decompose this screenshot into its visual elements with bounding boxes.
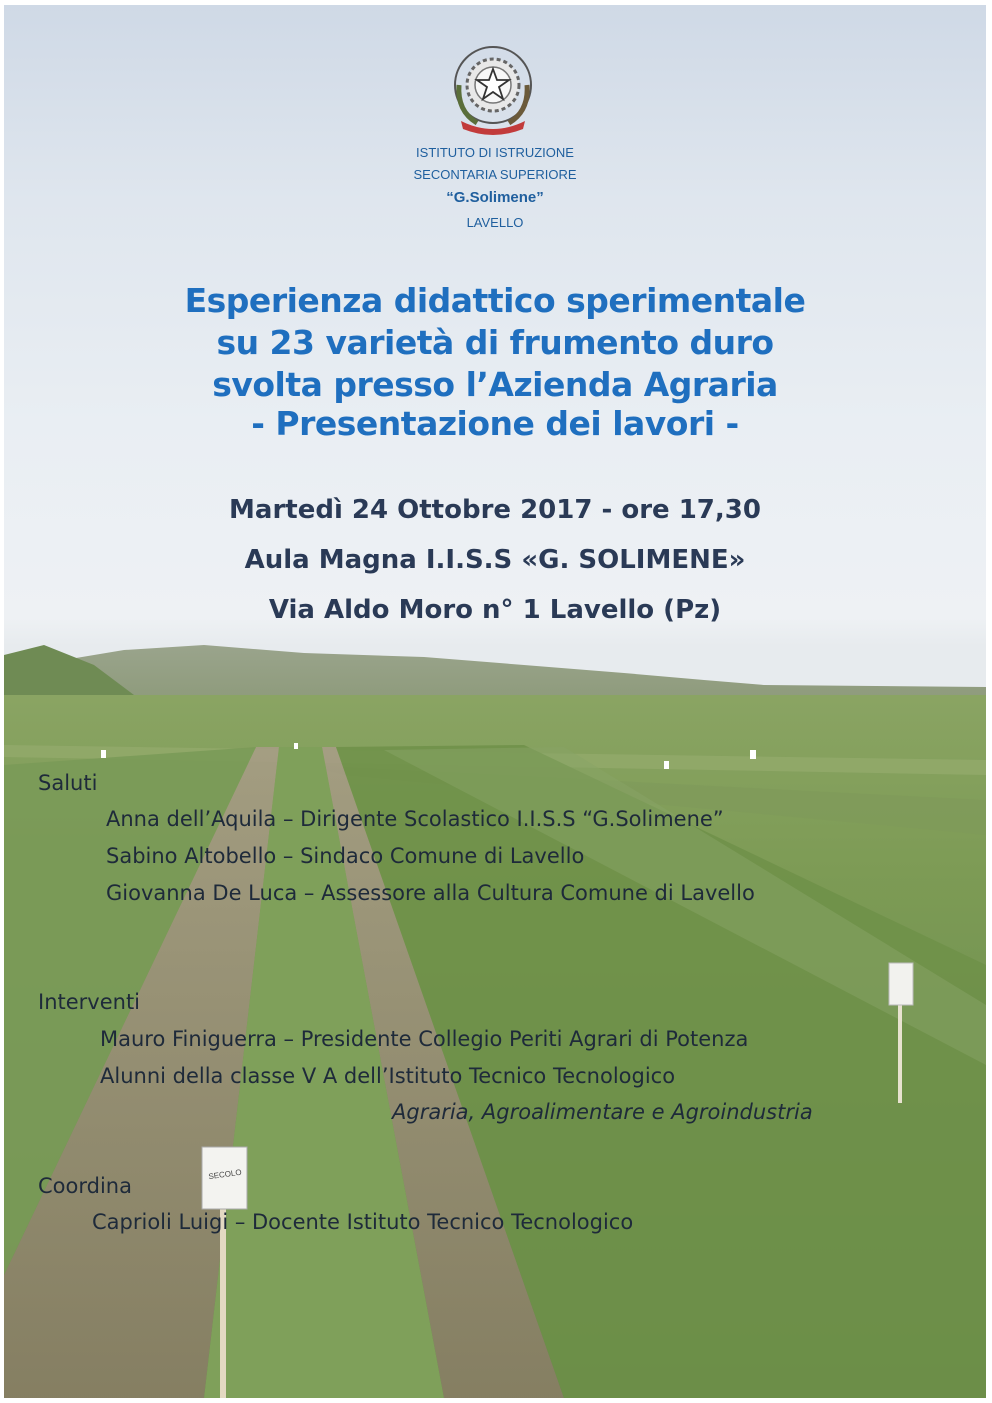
institution-line-2: SECONTARIA SUPERIORE	[413, 167, 577, 182]
event-venue: Aula Magna I.I.S.S «G. SOLIMENE»	[244, 545, 746, 575]
title-line-3: svolta presso l’Azienda Agraria	[212, 365, 778, 404]
institution-name: “G.Solimene”	[446, 189, 544, 206]
saluti-speaker-1: Anna dell’Aquila – Dirigente Scolastico I.I.S.S “G.Solimene”	[106, 807, 724, 831]
institution-line-1: ISTITUTO DI ISTRUZIONE	[416, 145, 574, 160]
saluti-heading: Saluti	[38, 771, 98, 795]
event-date-time: Martedì 24 Ottobre 2017 - ore 17,30	[229, 495, 761, 525]
interventi-heading: Interventi	[38, 990, 141, 1014]
coordina-heading: Coordina	[38, 1174, 132, 1198]
field-sign-label: SECOLO	[207, 1167, 243, 1182]
coordina-speaker: Caprioli Luigi – Docente Istituto Tecnico Tecnologico	[92, 1210, 634, 1234]
interventi-specialization: Agraria, Agroalimentare e Agroindustria	[392, 1100, 813, 1124]
title-line-1: Esperienza didattico sperimentale	[184, 281, 806, 320]
interventi-speaker-1: Mauro Finiguerra – Presidente Collegio Periti Agrari di Potenza	[100, 1027, 749, 1051]
interventi-speaker-2: Alunni della classe V A dell’Istituto Tecnico Tecnologico	[100, 1064, 676, 1088]
event-address: Via Aldo Moro n° 1 Lavello (Pz)	[268, 595, 722, 625]
emblem-repubblica-italiana-icon	[447, 41, 539, 135]
saluti-speaker-3: Giovanna De Luca – Assessore alla Cultura Comune di Lavello	[106, 881, 755, 905]
wheat-field-background	[4, 5, 986, 1398]
saluti-speaker-2: Sabino Altobello – Sindaco Comune di Lavello	[106, 844, 585, 868]
institution-city: LAVELLO	[466, 215, 524, 230]
poster	[4, 5, 986, 1398]
title-line-4: - Presentazione dei lavori -	[251, 404, 739, 443]
title-line-2: su 23 varietà di frumento duro	[216, 323, 774, 362]
